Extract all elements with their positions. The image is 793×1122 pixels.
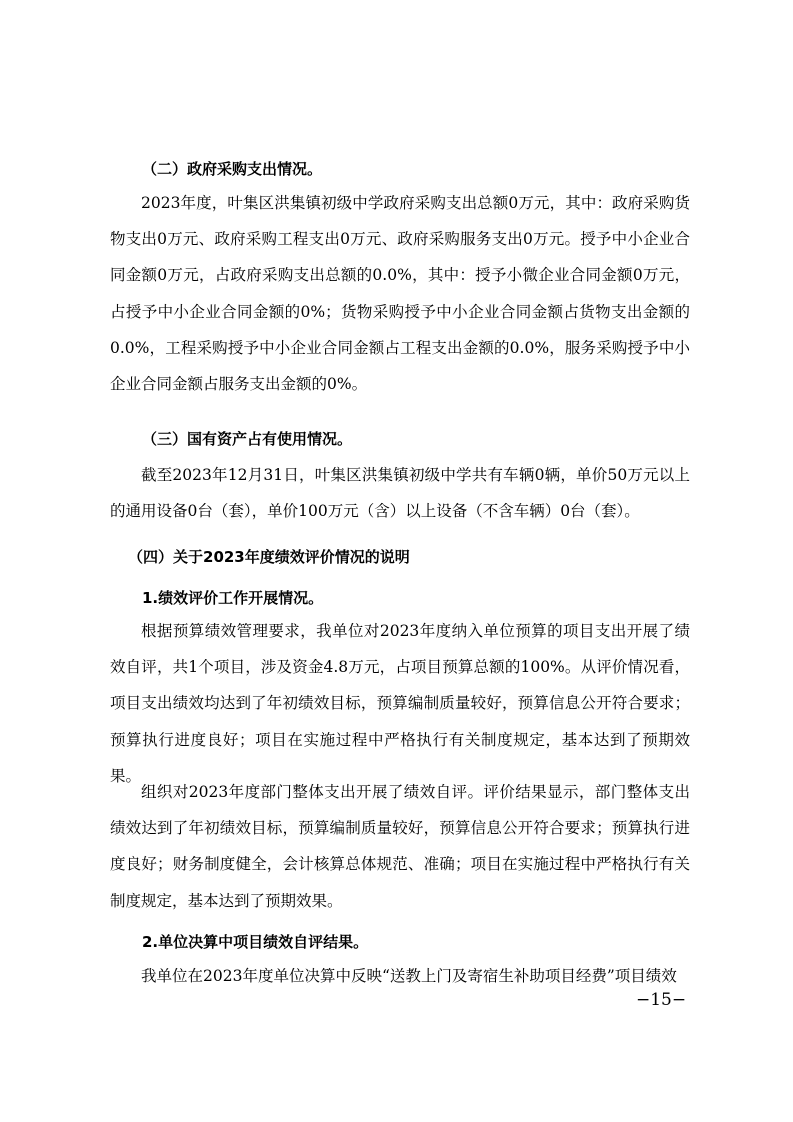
- paragraph-evaluation-work-1: 根据预算绩效管理要求，我单位对2023年度纳入单位预算的项目支出开展了绩效自评，共1个项目，涉及资金4.8万元，占项目预算总额的100%。从评价情况看，项目支出绩效均达到了年初绩效目标，预算编制质量较好，预算信息公开符合要求；预算执行进度良好；项目在实施过程中严格执行有关制度规定，基本达到了预期效果。: [110, 622, 690, 785]
- section-heading-performance-evaluation: （四）关于2023年度绩效评价情况的说明: [128, 548, 410, 566]
- section-heading-procurement: （二）政府采购支出情况。: [142, 160, 323, 178]
- section-heading-state-assets: （三）国有资产占有使用情况。: [142, 430, 353, 448]
- subsection-heading-project-results: 2.单位决算中项目绩效自评结果。: [142, 933, 369, 951]
- paragraph-state-assets: 截至2023年12月31日，叶集区洪集镇初级中学共有车辆0辆，单价50万元以上的通用设备0台（套），单价100万元（含）以上设备（不含车辆）0台（套）。: [110, 466, 690, 521]
- subsection-heading-evaluation-work: 1.绩效评价工作开展情况。: [142, 589, 324, 607]
- paragraph-procurement: 2023年度，叶集区洪集镇初级中学政府采购支出总额0万元，其中：政府采购货物支出0万元、政府采购工程支出0万元、政府采购服务支出0万元。授予中小企业合同金额0万元，占政府采购支出总额的0.0%，其中：授予小微企业合同金额0万元，占授予中小企业合同金额的0%；货物采购授予中小企业合同金额占货物支出金额的0.0%，工程采购授予中小企业合同金额占工程支出金额的0.0%，服务采购授予中小企业合同金额占服务支出金额的0%。: [110, 194, 690, 394]
- page-number: −15−: [636, 990, 687, 1010]
- paragraph-evaluation-work-2: 组织对2023年度部门整体支出开展了绩效自评。评价结果显示，部门整体支出绩效达到了年初绩效目标，预算编制质量较好，预算信息公开符合要求；预算执行进度良好；财务制度健全，会计核算总体规范、准确；项目在实施过程中严格执行有关制度规定，基本达到了预期效果。: [110, 783, 690, 910]
- paragraph-project-results: 我单位在2023年度单位决算中反映“送教上门及寄宿生补助项目经费”项目绩效: [141, 967, 677, 985]
